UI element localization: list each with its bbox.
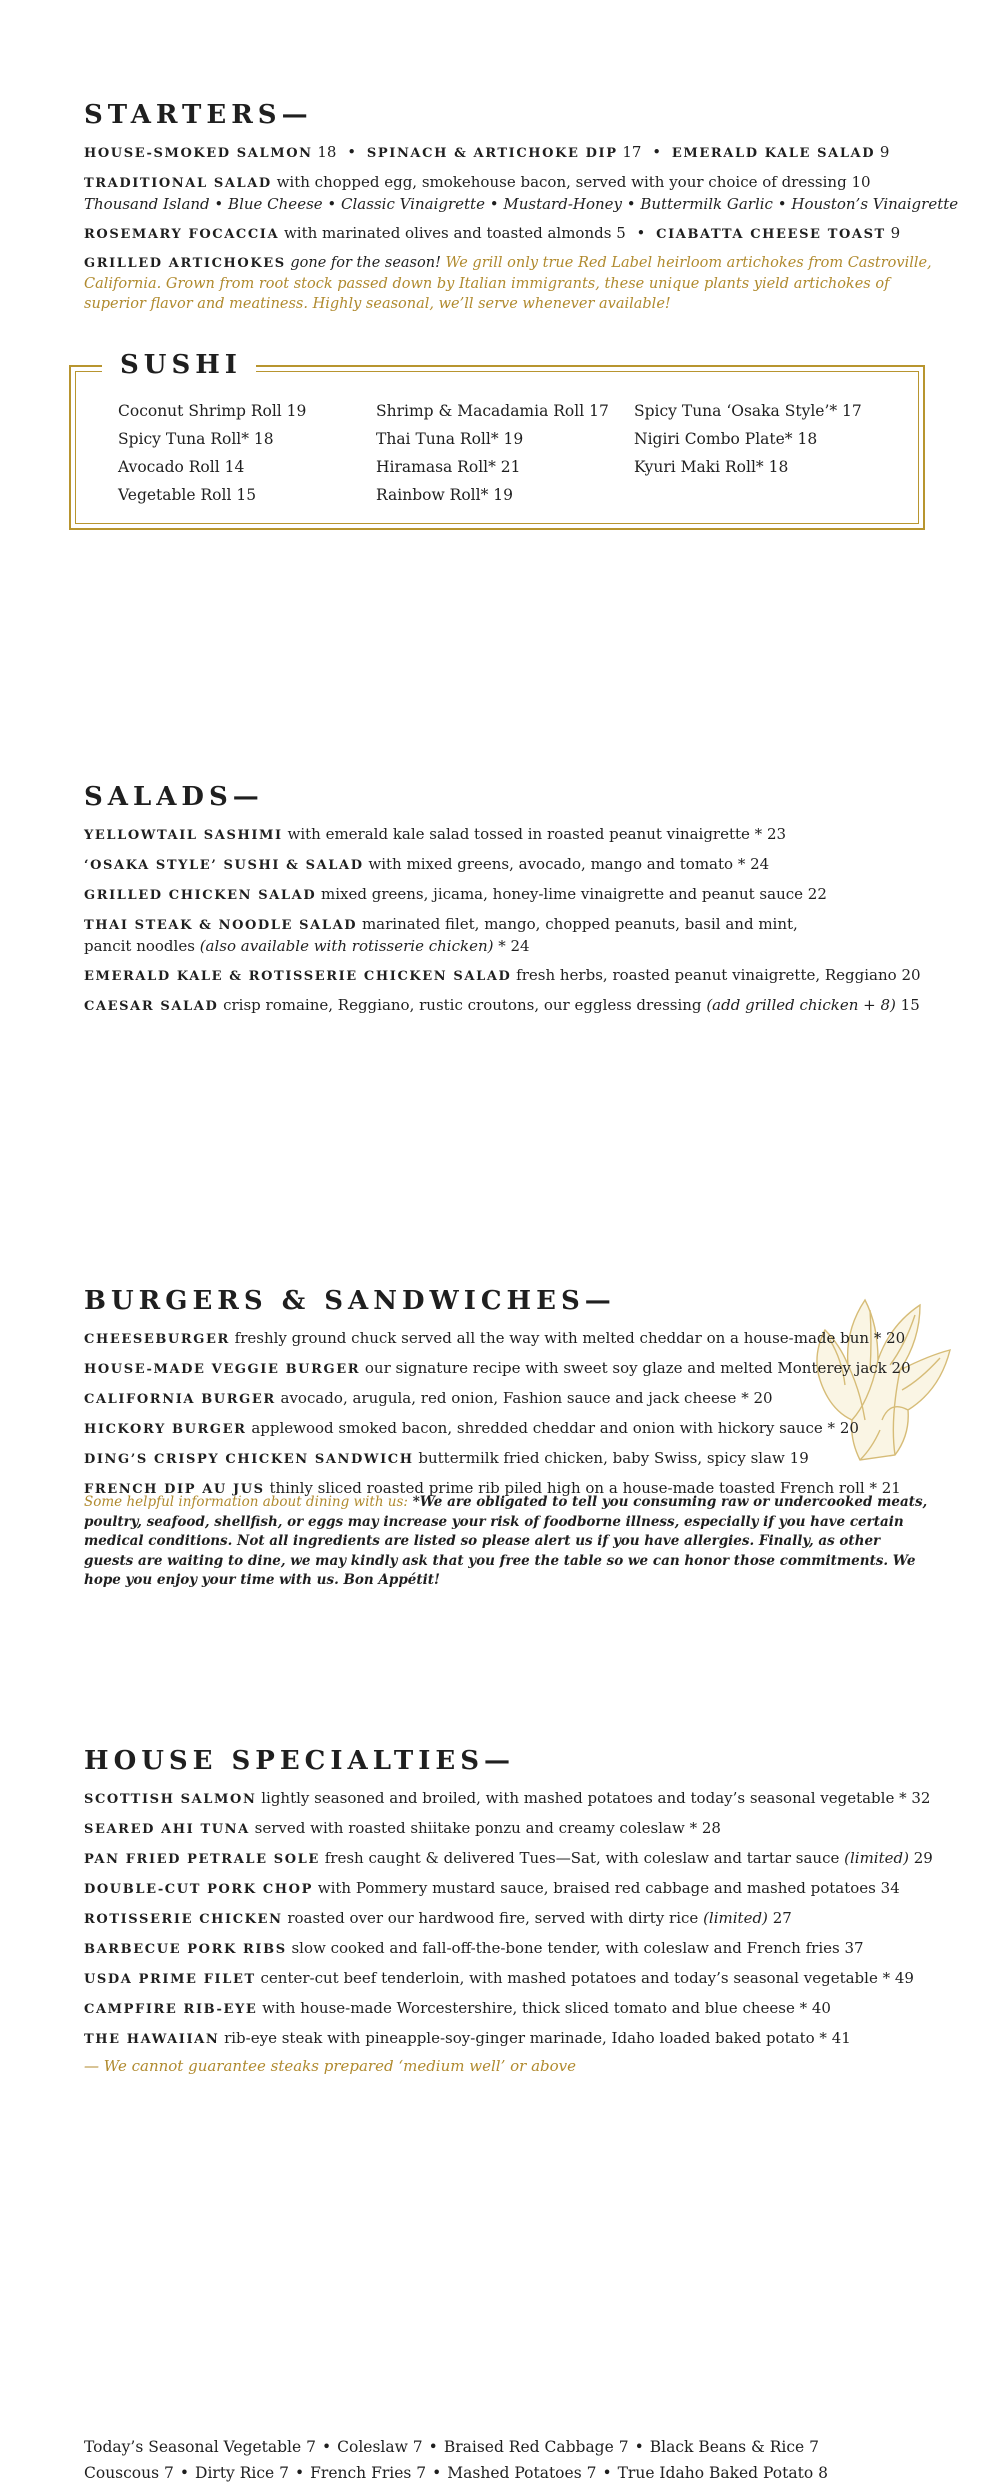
traditional-salad-line bbox=[84, 172, 944, 194]
item-desc: avocado, arugula, red onion, Fashion sauce and jack cheese * bbox=[280, 1389, 749, 1407]
item-name: GRILLED ARTICHOKES bbox=[84, 256, 286, 271]
item-desc: slow cooked and fall-off-the-bone tender, with coleslaw and French fries bbox=[291, 1939, 840, 1957]
specialty-item bbox=[84, 1938, 944, 1960]
item-desc: our signature recipe with sweet soy glaze and melted Monterey jack bbox=[364, 1359, 887, 1377]
burger-list bbox=[84, 1328, 944, 1500]
item-price: 24 bbox=[750, 855, 770, 873]
side-item: Black Beans & Rice 7 bbox=[649, 2438, 819, 2456]
item-name: YELLOWTAIL SASHIMI bbox=[84, 828, 283, 843]
sides-row-1 bbox=[84, 2434, 944, 2460]
starters-line-1 bbox=[84, 142, 944, 164]
side-item: French Fries 7 bbox=[310, 2464, 427, 2482]
item-price: 22 bbox=[807, 885, 827, 903]
item-name: BARBECUE PORK RIBS bbox=[84, 1942, 287, 1957]
item-price: 20 bbox=[901, 966, 921, 984]
item-price: 21 bbox=[881, 1479, 901, 1497]
item-name: THAI STEAK & NOODLE SALAD bbox=[84, 918, 358, 933]
burger-item bbox=[84, 1358, 944, 1380]
sides-row-2 bbox=[84, 2460, 944, 2486]
side-item: True Idaho Baked Potato 8 bbox=[617, 2464, 828, 2482]
dressing-option: Blue Cheese bbox=[228, 195, 323, 213]
item-price: 20 bbox=[753, 1389, 773, 1407]
item-price: 37 bbox=[844, 1939, 864, 1957]
bullet-separator: • bbox=[321, 2438, 332, 2456]
burger-item bbox=[84, 1478, 944, 1500]
item-price: 15 bbox=[900, 996, 920, 1014]
item-desc: fresh caught & delivered Tues—Sat, with coleslaw and tartar sauce bbox=[324, 1849, 840, 1867]
item-desc: buttermilk fried chicken, baby Swiss, spicy slaw bbox=[418, 1449, 785, 1467]
specialty-item bbox=[84, 1968, 944, 1990]
salad-item-continued bbox=[84, 936, 944, 957]
dressing-option: Classic Vinaigrette bbox=[341, 195, 485, 213]
item-name: SEARED AHI TUNA bbox=[84, 1822, 250, 1837]
burgers-section bbox=[84, 1286, 944, 1500]
item-desc: freshly ground chuck served all the way with melted cheddar on a house-made bun * bbox=[234, 1329, 882, 1347]
item-desc: with Pommery mustard sauce, braised red cabbage and mashed potatoes bbox=[317, 1879, 876, 1897]
item-name: HICKORY BURGER bbox=[84, 1422, 247, 1437]
item-name: THE HAWAIIAN bbox=[84, 2032, 220, 2047]
bullet-separator: • bbox=[652, 143, 662, 161]
item-name: EMERALD KALE SALAD bbox=[671, 146, 876, 161]
item-name: CAMPFIRE RIB-EYE bbox=[84, 2002, 258, 2017]
season-note: gone for the season! bbox=[290, 255, 441, 271]
side-item: Mashed Potatoes 7 bbox=[447, 2464, 597, 2482]
item-price: 28 bbox=[701, 1819, 721, 1837]
item-name: CAESAR SALAD bbox=[84, 999, 219, 1014]
sushi-heading: SUSHI bbox=[120, 350, 256, 380]
sushi-column-2 bbox=[376, 397, 609, 509]
burger-item bbox=[84, 1328, 944, 1350]
item-price: 29 bbox=[913, 1849, 933, 1867]
item-desc: applewood smoked bacon, shredded cheddar and onion with hickory sauce * bbox=[251, 1419, 836, 1437]
item-name: HOUSE-SMOKED SALMON bbox=[84, 146, 313, 161]
bullet-separator: • bbox=[428, 2438, 438, 2456]
item-desc: pancit noodles bbox=[84, 937, 195, 955]
steak-warning: — We cannot guarantee steaks prepared ‘medium well’ or above bbox=[84, 2057, 577, 2075]
item-desc: rib-eye steak with pineapple-soy-ginger marinade, Idaho loaded baked potato * bbox=[224, 2029, 827, 2047]
footer-text: *We are obligated to tell you consuming raw or undercooked meats, poultry, seafood, shellfish, or eggs may increase your risk of foodborne illness, especially if you have certain medical conditions. Not all ingredients are listed so please alert us if you have allergies. Finally, as other guests are waiting to dine, we may kindly ask that you free the table so we can honor those commitments. We hope you enjoy your time with us. Bon Appétit! bbox=[84, 1494, 928, 1588]
item-price: * 24 bbox=[498, 937, 530, 955]
item-name: CALIFORNIA BURGER bbox=[84, 1392, 276, 1407]
item-price: 32 bbox=[911, 1789, 931, 1807]
item-note: (add grilled chicken + 8) bbox=[706, 996, 896, 1014]
item-desc: marinated filet, mango, chopped peanuts, basil and mint, bbox=[361, 915, 798, 933]
salads-section bbox=[84, 782, 944, 1017]
item-price: 20 bbox=[886, 1329, 906, 1347]
sushi-item: Hiramasa Roll* 21 bbox=[376, 458, 521, 476]
bullet-separator: • bbox=[295, 2464, 305, 2482]
specialties-heading: HOUSE SPECIALTIES— bbox=[84, 1746, 510, 1776]
salads-heading: SALADS— bbox=[84, 782, 259, 812]
sushi-item: Spicy Tuna Roll* 18 bbox=[118, 430, 274, 448]
specialty-item bbox=[84, 2028, 944, 2050]
item-price: 18 bbox=[317, 143, 337, 161]
item-desc: with house-made Worcestershire, thick sliced tomato and blue cheese * bbox=[262, 1999, 808, 2017]
item-name: CIABATTA CHEESE TOAST bbox=[656, 227, 886, 242]
item-name: SPINACH & ARTICHOKE DIP bbox=[366, 146, 618, 161]
bullet-separator: • bbox=[347, 143, 357, 161]
specialty-item bbox=[84, 1878, 944, 1900]
salad-item bbox=[84, 824, 944, 846]
item-desc: roasted over our hardwood fire, served with dirty rice bbox=[287, 1909, 699, 1927]
item-desc: fresh herbs, roasted peanut vinaigrette, Reggiano bbox=[516, 966, 897, 984]
sushi-item: Thai Tuna Roll* 19 bbox=[376, 430, 524, 448]
specialty-item bbox=[84, 1908, 944, 1930]
item-price: 20 bbox=[891, 1359, 911, 1377]
item-name: CHEESEBURGER bbox=[84, 1332, 230, 1347]
artichokes-line bbox=[84, 253, 944, 314]
footer-intro: Some helpful information about dining with us: bbox=[84, 1494, 408, 1510]
bullet-separator: • bbox=[636, 224, 646, 242]
item-price: 5 bbox=[616, 224, 626, 242]
item-price: 41 bbox=[831, 2029, 851, 2047]
item-note: (also available with rotisserie chicken) bbox=[199, 937, 494, 955]
sushi-item: Spicy Tuna ‘Osaka Style’* 17 bbox=[634, 402, 862, 420]
item-price: 10 bbox=[851, 173, 871, 191]
sushi-item: Avocado Roll 14 bbox=[118, 458, 245, 476]
item-name: GRILLED CHICKEN SALAD bbox=[84, 888, 317, 903]
dressings-line: Thousand Island • Blue Cheese • Classic Vinaigrette • Mustard-Honey • Buttermilk Garlic • Houston’s Vinaigrette bbox=[84, 195, 959, 213]
item-desc: lightly seasoned and broiled, with mashed potatoes and today’s seasonal vegetable * bbox=[261, 1789, 907, 1807]
item-price: 27 bbox=[772, 1909, 792, 1927]
item-price: 19 bbox=[789, 1449, 809, 1467]
specialties-section bbox=[84, 1746, 944, 2077]
starters-section bbox=[84, 100, 959, 314]
item-price: 9 bbox=[890, 224, 901, 242]
item-name: HOUSE-MADE VEGGIE BURGER bbox=[84, 1362, 361, 1377]
item-desc: with mixed greens, avocado, mango and tomato * bbox=[368, 855, 746, 873]
side-item: Today’s Seasonal Vegetable 7 bbox=[84, 2438, 316, 2456]
item-price: 34 bbox=[880, 1879, 900, 1897]
bullet-separator: • bbox=[432, 2464, 442, 2482]
bullet-separator: • bbox=[634, 2438, 644, 2456]
item-desc: crisp romaine, Reggiano, rustic croutons, our eggless dressing bbox=[223, 996, 702, 1014]
item-desc: with chopped egg, smokehouse bacon, served with your choice of dressing bbox=[276, 173, 847, 191]
side-item: Couscous 7 bbox=[84, 2464, 174, 2482]
item-name: USDA PRIME FILET bbox=[84, 1972, 256, 1987]
item-name: ROSEMARY FOCACCIA bbox=[84, 227, 280, 242]
dressing-option: Buttermilk Garlic bbox=[640, 195, 773, 213]
item-price: 40 bbox=[811, 1999, 831, 2017]
specialty-item bbox=[84, 1998, 944, 2020]
burger-item bbox=[84, 1448, 944, 1470]
salad-item bbox=[84, 965, 944, 987]
sushi-item: Kyuri Maki Roll* 18 bbox=[634, 458, 789, 476]
burger-item bbox=[84, 1388, 944, 1410]
salad-item bbox=[84, 914, 944, 936]
side-item: Dirty Rice 7 bbox=[195, 2464, 290, 2482]
sushi-item: Coconut Shrimp Roll 19 bbox=[118, 402, 307, 420]
bullet-separator: • bbox=[602, 2464, 612, 2482]
dressing-option: Thousand Island bbox=[84, 195, 210, 213]
sushi-item: Rainbow Roll* 19 bbox=[376, 486, 513, 504]
item-name: FRENCH DIP AU JUS bbox=[84, 1482, 265, 1497]
side-item: Coleslaw 7 bbox=[337, 2438, 423, 2456]
specialty-item bbox=[84, 1848, 944, 1870]
item-name: PAN FRIED PETRALE SOLE bbox=[84, 1852, 320, 1867]
side-item: Braised Red Cabbage 7 bbox=[443, 2438, 629, 2456]
item-price: 9 bbox=[879, 143, 890, 161]
item-name: SCOTTISH SALMON bbox=[84, 1792, 257, 1807]
item-name: ROTISSERIE CHICKEN bbox=[84, 1912, 283, 1927]
sushi-column-3 bbox=[634, 397, 862, 481]
burger-item bbox=[84, 1418, 944, 1440]
burgers-heading: BURGERS & SANDWICHES— bbox=[84, 1286, 611, 1316]
item-desc: served with roasted shiitake ponzu and creamy coleslaw * bbox=[254, 1819, 698, 1837]
dressing-option: Mustard-Honey bbox=[503, 195, 623, 213]
item-desc: mixed greens, jicama, honey-lime vinaigrette and peanut sauce bbox=[321, 885, 804, 903]
item-note: (limited) bbox=[703, 1909, 768, 1927]
item-name: DOUBLE-CUT PORK CHOP bbox=[84, 1882, 313, 1897]
salad-item bbox=[84, 854, 944, 876]
item-desc: thinly sliced roasted prime rib piled high on a house-made toasted French roll * bbox=[269, 1479, 877, 1497]
item-name: ‘OSAKA STYLE’ SUSHI & SALAD bbox=[84, 858, 364, 873]
item-name: EMERALD KALE & ROTISSERIE CHICKEN SALAD bbox=[84, 969, 512, 984]
specialties-list bbox=[84, 1788, 944, 2050]
artichokes-gold-text: We grill only true Red Label heirloom artichokes from Castroville, California. Grown from root stock passed down by Italian immigrants, these unique plants yield artichokes of superior flavor and meatiness. Highly seasonal, we’ll serve whenever available! bbox=[84, 255, 932, 312]
bullet-separator: • bbox=[179, 2464, 190, 2482]
specialty-item bbox=[84, 1788, 944, 1810]
item-desc: center-cut beef tenderloin, with mashed potatoes and today’s seasonal vegetable * bbox=[260, 1969, 891, 1987]
salad-item bbox=[84, 995, 944, 1017]
sides-section bbox=[84, 2434, 944, 2486]
focaccia-line bbox=[84, 223, 944, 245]
dining-info-footer bbox=[84, 1493, 930, 1591]
dressing-option: Houston’s Vinaigrette bbox=[791, 195, 959, 213]
sushi-item: Vegetable Roll 15 bbox=[118, 486, 257, 504]
item-price: 49 bbox=[894, 1969, 914, 1987]
sushi-item: Shrimp & Macadamia Roll 17 bbox=[376, 402, 609, 420]
item-desc: with marinated olives and toasted almonds bbox=[283, 224, 612, 242]
sushi-column-1 bbox=[118, 397, 306, 509]
starters-heading: STARTERS— bbox=[84, 100, 308, 130]
item-name: DING’S CRISPY CHICKEN SANDWICH bbox=[84, 1452, 414, 1467]
item-price: 17 bbox=[622, 143, 642, 161]
item-desc: with emerald kale salad tossed in roasted peanut vinaigrette * bbox=[287, 825, 763, 843]
sushi-item: Nigiri Combo Plate* 18 bbox=[634, 430, 818, 448]
item-price: 20 bbox=[839, 1419, 859, 1437]
item-price: 23 bbox=[766, 825, 787, 843]
item-note: (limited) bbox=[844, 1849, 909, 1867]
item-name: TRADITIONAL SALAD bbox=[84, 176, 272, 191]
sushi-title-gap bbox=[102, 350, 122, 380]
salad-item bbox=[84, 884, 944, 906]
specialty-item bbox=[84, 1818, 944, 1840]
